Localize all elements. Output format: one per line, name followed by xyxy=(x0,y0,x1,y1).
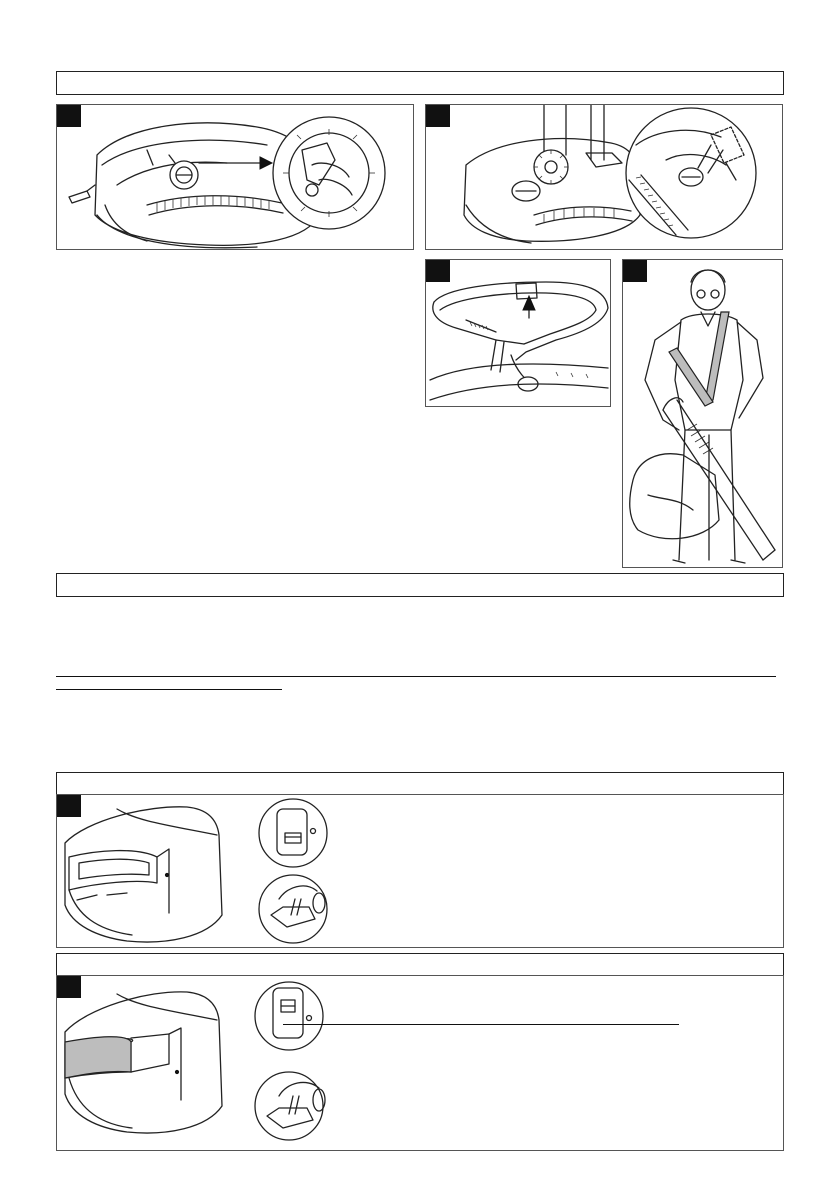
blower-housing-illustration-1 xyxy=(57,105,414,250)
person-with-blower-illustration xyxy=(623,260,783,568)
handle-top-illustration xyxy=(426,260,611,407)
section-header-assembly xyxy=(56,71,784,95)
figure-panel-1 xyxy=(56,104,414,250)
bag-open-illustration xyxy=(57,795,784,948)
figure-panel-bag-open xyxy=(56,794,784,948)
figure-panel-4 xyxy=(622,259,783,568)
figure-panel-3 xyxy=(425,259,611,407)
section-header-bag-close xyxy=(56,953,784,977)
figure-panel-bag-close xyxy=(56,975,784,1151)
underline-rule-1 xyxy=(56,676,776,677)
section-header-usage xyxy=(56,573,784,597)
section-header-bag-open xyxy=(56,772,784,796)
figure-panel-2 xyxy=(425,104,783,250)
handle-mount-illustration xyxy=(426,105,783,250)
bag-closed-illustration xyxy=(57,976,784,1151)
underline-rule-3 xyxy=(283,1024,679,1025)
underline-rule-2 xyxy=(56,689,282,690)
